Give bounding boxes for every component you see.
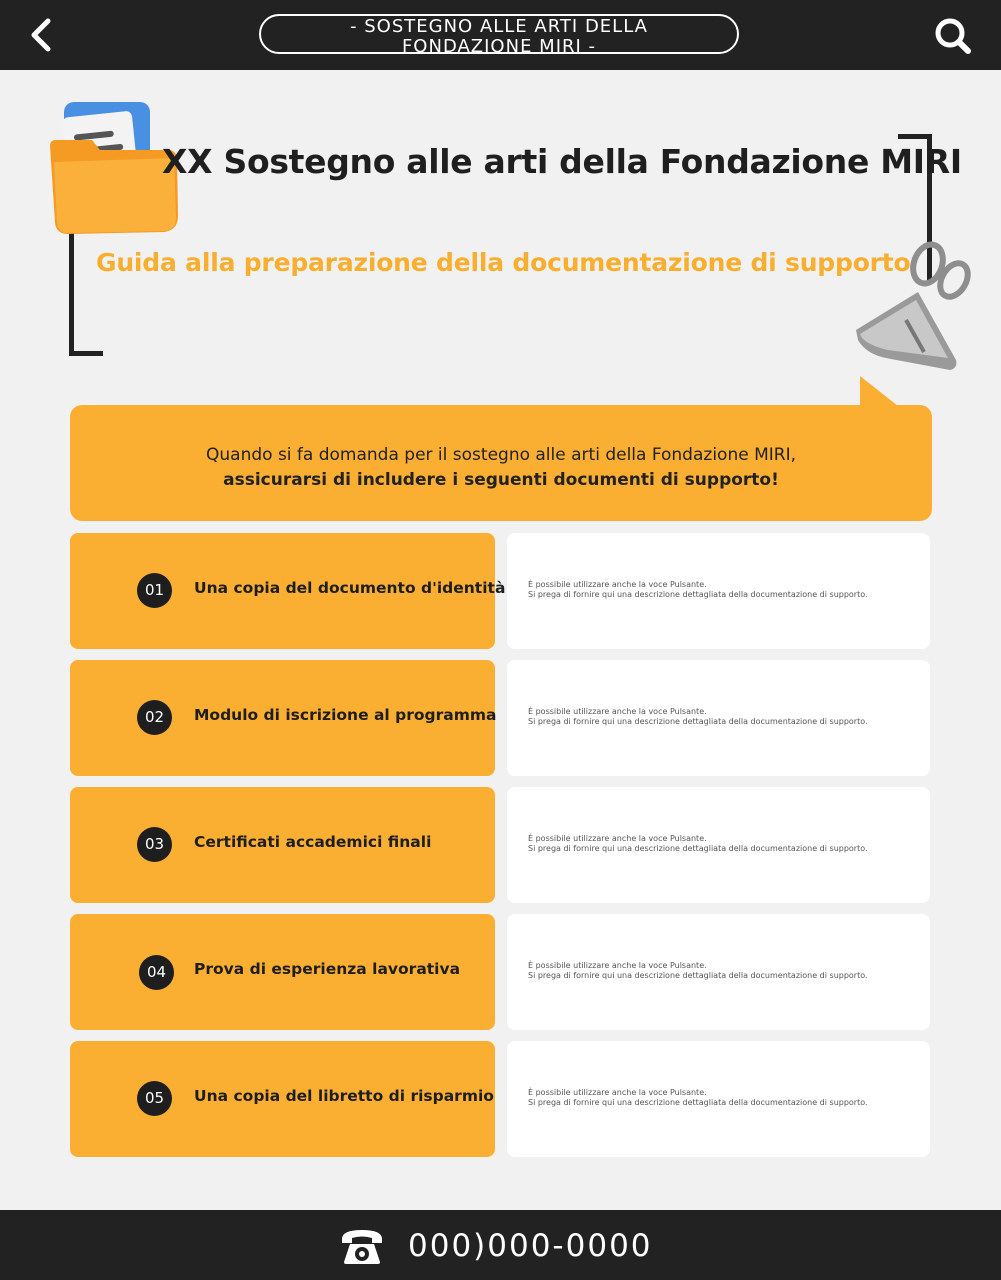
document-number-badge: 03: [137, 827, 172, 862]
document-number-badge: 01: [137, 573, 172, 608]
document-item-button[interactable]: [70, 787, 495, 903]
document-item-button[interactable]: [70, 533, 506, 649]
speech-bubble-tail: [858, 376, 898, 406]
description-line-2: Si prega di fornire qui una descrizione dettagliata della documentazione di supporto.: [528, 971, 868, 980]
back-button[interactable]: [24, 14, 64, 56]
description-line-1: È possibile utilizzare anche la voce Pulsante.: [528, 834, 707, 843]
document-item-button[interactable]: [70, 914, 495, 1030]
document-label: Certificati accademici finali: [194, 833, 432, 851]
description-line-1: È possibile utilizzare anche la voce Pulsante.: [528, 580, 707, 589]
subtitle: Guida alla preparazione della documentazione di supporto: [96, 248, 911, 277]
description-line-1: È possibile utilizzare anche la voce Pulsante.: [528, 707, 707, 716]
document-description-card: [507, 787, 930, 903]
document-description-card: [507, 914, 930, 1030]
description-line-2: Si prega di fornire qui una descrizione dettagliata della documentazione di supporto.: [528, 1098, 868, 1107]
description-line-2: Si prega di fornire qui una descrizione dettagliata della documentazione di supporto.: [528, 717, 868, 726]
document-description-card: [507, 660, 930, 776]
document-description: [528, 834, 923, 854]
description-line-2: Si prega di fornire qui una descrizione dettagliata della documentazione di supporto.: [528, 590, 868, 599]
search-button[interactable]: [930, 14, 976, 56]
document-description: [528, 961, 923, 981]
document-label: Modulo di iscrizione al programma: [194, 706, 497, 724]
document-row: [70, 533, 930, 649]
document-label: Una copia del libretto di risparmio: [194, 1087, 494, 1105]
intro-speech-bubble: [70, 405, 932, 521]
intro-text: [70, 443, 932, 493]
document-row: [70, 787, 930, 903]
intro-line-1: Quando si fa domanda per il sostegno alle arti della Fondazione MIRI,: [206, 445, 796, 465]
phone-number-link[interactable]: 000)000-0000: [408, 1228, 653, 1264]
document-item-button[interactable]: [70, 1041, 495, 1157]
search-icon: [930, 14, 976, 56]
document-label: Prova di esperienza lavorativa: [194, 960, 461, 978]
description-line-1: È possibile utilizzare anche la voce Pulsante.: [528, 1088, 707, 1097]
description-line-2: Si prega di fornire qui una descrizione dettagliata della documentazione di supporto.: [528, 844, 868, 853]
description-line-1: È possibile utilizzare anche la voce Pulsante.: [528, 961, 707, 970]
document-label: Una copia del documento d'identità: [194, 579, 506, 597]
document-description: [528, 580, 923, 600]
document-description-card: [507, 1041, 930, 1157]
document-number-badge: 02: [137, 700, 172, 735]
document-description: [528, 1088, 923, 1108]
document-description: [528, 707, 923, 727]
page-title-pill: - SOSTEGNO ALLE ARTI DELLA FONDAZIONE MIRI -: [259, 14, 739, 54]
intro-line-2: assicurarsi di includere i seguenti documenti di supporto!: [223, 470, 779, 490]
document-row: [70, 660, 930, 776]
document-item-button[interactable]: [70, 660, 495, 776]
chevron-left-icon: [24, 14, 64, 56]
document-description-card: [507, 533, 930, 649]
document-number-badge: 05: [137, 1081, 172, 1116]
document-row: [70, 1041, 930, 1157]
document-number-badge: 04: [139, 955, 174, 990]
document-row: [70, 914, 930, 1030]
main-title: XX Sostegno alle arti della Fondazione MIRI: [162, 142, 962, 181]
telephone-icon: [339, 1226, 385, 1266]
